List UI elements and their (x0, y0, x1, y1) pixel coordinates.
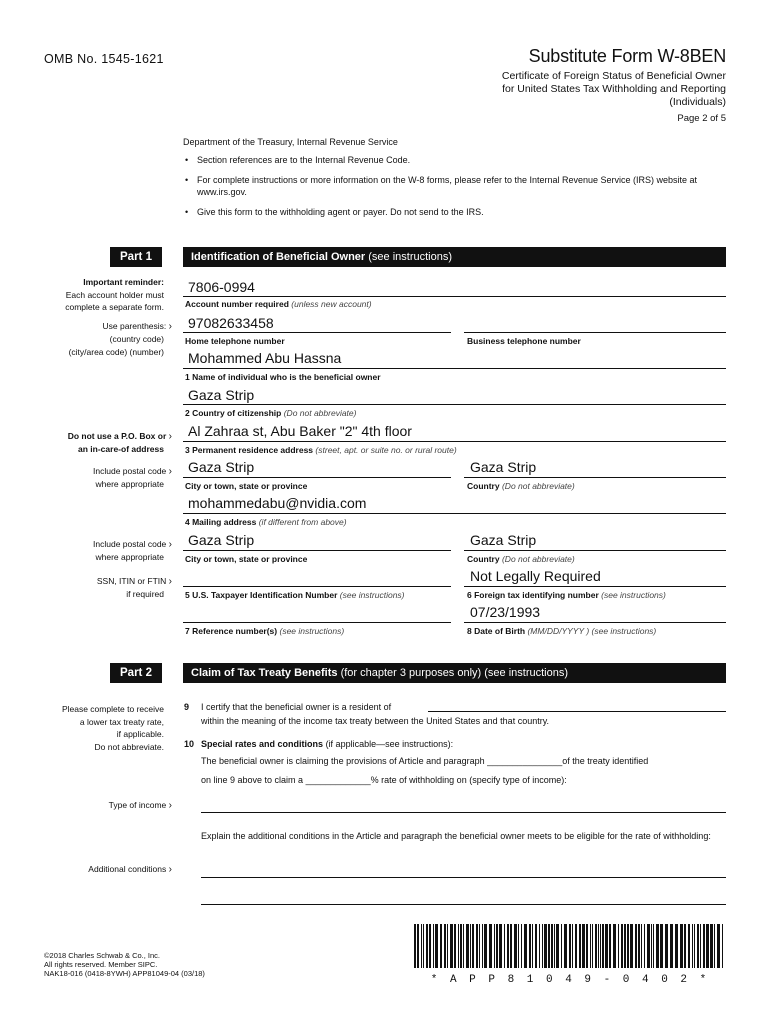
country-line (464, 477, 726, 478)
parenthesis-note: Use parenthesis: › (102, 321, 172, 332)
mailing-city-label: City or town, state or province (185, 554, 308, 564)
item-10-text-a: The beneficial owner is claiming the provisions of Article and paragraph _______________of the treaty identified (201, 756, 649, 766)
additional-line-2[interactable] (201, 904, 726, 905)
reference-line[interactable] (183, 622, 451, 623)
mailing-country-value[interactable]: Gaza Strip (470, 532, 537, 548)
country-value[interactable]: Gaza Strip (470, 459, 537, 475)
ftin-line (464, 586, 726, 587)
postal-note-1b: where appropriate (95, 479, 164, 489)
mailing-country-line (464, 550, 726, 551)
ssn-note: SSN, ITIN or FTIN › (96, 576, 172, 587)
city-value[interactable]: Gaza Strip (188, 459, 255, 475)
type-income-label: Type of income › (108, 800, 172, 811)
mailing-value[interactable]: mohammedabu@nvidia.com (188, 495, 367, 511)
chevron-right-icon: › (168, 539, 172, 550)
reference-label: 7 Reference number(s) (see instructions) (185, 626, 345, 636)
mailing-city-value[interactable]: Gaza Strip (188, 532, 255, 548)
item-10-title: Special rates and conditions (if applicable—see instructions): (201, 739, 454, 749)
part1-title-bar (183, 247, 726, 267)
name-line (183, 368, 726, 369)
item-9-number: 9 (184, 702, 190, 712)
dob-line (464, 622, 726, 623)
part2-label: Part 2 (110, 663, 162, 683)
department-line: Department of the Treasury, Internal Revenue Service (183, 137, 398, 147)
part2-title-note: (for chapter 3 purposes only) (see instructions) (340, 667, 569, 679)
mailing-country-label: Country (Do not abbreviate) (467, 554, 575, 564)
page-number: Page 2 of 5 (677, 113, 726, 124)
part1-title-note: (see instructions) (368, 251, 453, 263)
item-10-text-b: on line 9 above to claim a _____________% rate of withholding on (specify type of income): (201, 775, 567, 785)
residence-line (183, 441, 726, 442)
chevron-right-icon: › (168, 800, 172, 811)
instruction-bullets (183, 154, 728, 226)
po-box-note: Do not use a P.O. Box or › (67, 431, 172, 442)
residence-label: 3 Permanent residence address (street, apt. or suite no. or rural route) (185, 445, 457, 455)
item-9-text-b: within the meaning of the income tax treaty between the United States and that country. (201, 716, 550, 726)
account-number-value[interactable]: 7806-0994 (188, 279, 255, 295)
part2-title-bar (183, 663, 726, 683)
name-label: 1 Name of individual who is the beneficial owner (185, 372, 381, 382)
home-phone-value[interactable]: 97082633458 (188, 315, 274, 331)
dob-value[interactable]: 07/23/1993 (470, 604, 541, 620)
citizenship-line (183, 404, 726, 405)
residence-value[interactable]: Al Zahraa st, Abu Baker "2" 4th floor (188, 423, 412, 439)
mailing-line (183, 513, 726, 514)
mailing-city-line (183, 550, 451, 551)
barcode-text: * A P P 8 1 0 4 9 - 0 4 0 2 * (430, 974, 710, 986)
tin-label: 5 U.S. Taxpayer Identification Number (see instructions) (185, 590, 405, 600)
parenthesis-note-2: (country code) (city/area code) (number) (68, 334, 164, 357)
barcode (414, 924, 726, 986)
bullet-3: • Give this form to the withholding agent or payer. Do not send to the IRS. (183, 206, 728, 218)
bullet-1: • Section references are to the Internal Revenue Code. (183, 154, 728, 166)
treaty-country-line[interactable] (428, 711, 726, 712)
ftin-label: 6 Foreign tax identifying number (see instructions) (467, 590, 666, 600)
item-10-number: 10 (184, 739, 195, 749)
bullet-2: • For complete instructions or more information on the W-8 forms, please refer to the Internal Revenue Service (IRS) website at www.irs.gov. (183, 174, 728, 198)
copyright-footer: ©2018 Charles Schwab & Co., Inc. All rights reserved. Member SIPC. NAK18-016 (0418-8YWH) APP81049-04 (03/18) (44, 951, 205, 978)
form-subtitle-1: Certificate of Foreign Status of Beneficial Owner (501, 70, 726, 82)
postal-note-2b: where appropriate (95, 552, 164, 562)
business-phone-line[interactable] (464, 332, 726, 333)
dob-label: 8 Date of Birth (MM/DD/YYYY ) (see instructions) (467, 626, 657, 636)
part1-title: Identification of Beneficial Owner (191, 251, 366, 263)
business-phone-label: Business telephone number (467, 336, 581, 346)
item-9-text-a: I certify that the beneficial owner is a resident of (201, 702, 392, 712)
form-title: Substitute Form W-8BEN (528, 46, 726, 66)
additional-line-1[interactable] (201, 877, 726, 878)
chevron-right-icon: › (168, 431, 172, 442)
explain-text: Explain the additional conditions in the Article and paragraph the beneficial owner meets to be eligible for the rate of withholding: (201, 831, 711, 841)
form-subtitle-2: for United States Tax Withholding and Reporting (502, 83, 726, 95)
home-phone-line (183, 332, 451, 333)
citizenship-value[interactable]: Gaza Strip (188, 387, 255, 403)
citizenship-label: 2 Country of citizenship (Do not abbreviate) (185, 408, 357, 418)
mailing-label: 4 Mailing address (if different from above) (185, 517, 347, 527)
account-line (183, 296, 726, 297)
ssn-note-2: if required (126, 589, 164, 599)
postal-note-2: Include postal code › (93, 539, 172, 550)
part2-side-note: Please complete to receive a lower tax treaty rate, if applicable. Do not abbreviate. (61, 704, 164, 752)
city-line (183, 477, 451, 478)
country-label: Country (Do not abbreviate) (467, 481, 575, 491)
postal-note-1: Include postal code › (93, 466, 172, 477)
po-box-note-2: an in-care-of address (78, 444, 164, 454)
chevron-right-icon: › (168, 466, 172, 477)
home-phone-label: Home telephone number (185, 336, 285, 346)
chevron-right-icon: › (168, 576, 172, 587)
omb-number: OMB No. 1545-1621 (44, 52, 164, 66)
part2-title: Claim of Tax Treaty Benefits (191, 667, 338, 679)
chevron-right-icon: › (168, 321, 172, 332)
name-value[interactable]: Mohammed Abu Hassna (188, 350, 342, 366)
type-income-line[interactable] (201, 812, 726, 813)
tin-line[interactable] (183, 586, 451, 587)
chevron-right-icon: › (168, 864, 172, 875)
additional-conditions-label: Additional conditions › (88, 864, 172, 875)
part1-label: Part 1 (110, 247, 162, 267)
reminder-note: Important reminder: Each account holder must complete a separate form. (65, 277, 164, 312)
barcode-icon (414, 924, 726, 968)
account-number-label: Account number required (unless new account) (185, 299, 372, 309)
city-label: City or town, state or province (185, 481, 308, 491)
form-subtitle-3: (Individuals) (669, 96, 726, 108)
ftin-value[interactable]: Not Legally Required (470, 568, 601, 584)
